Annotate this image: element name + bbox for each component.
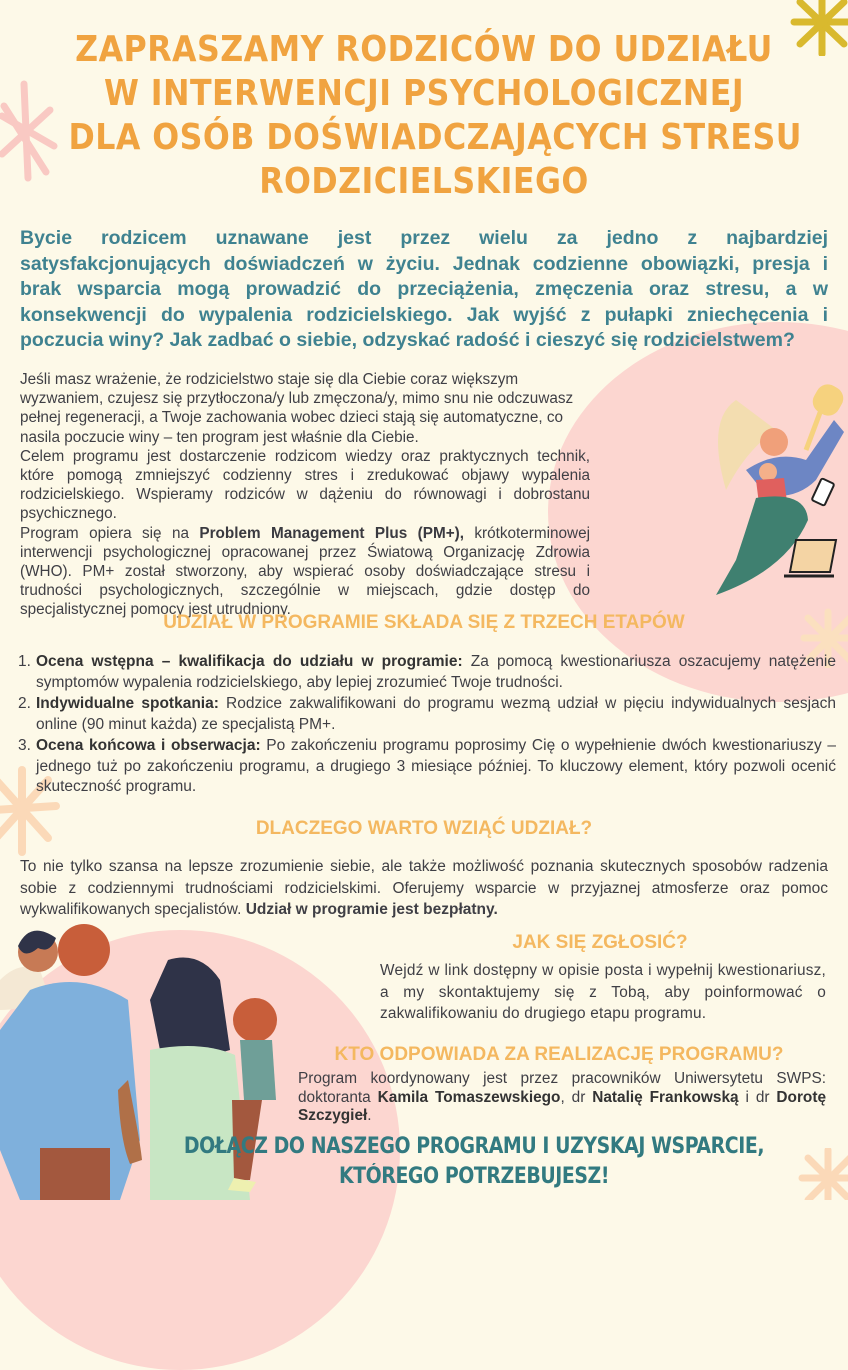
pm-plus-name: Problem Management Plus (PM+), (199, 524, 464, 542)
intro-paragraph-2: Celem programu jest dostarczenie rodzicom wiedzy oraz praktycznych technik, które pomogą zmniejszyć codzienny stres i zredukować objawy wypalenia rodzicielskiego. Wspieramy rodziców w dążeniu do równowagi i dobrostanu psychicznego. (20, 447, 590, 523)
who-text (298, 1070, 826, 1126)
asterisk-icon-yellow (786, 0, 848, 56)
how-heading: JAK SIĘ ZGŁOSIĆ? (512, 932, 688, 953)
who-text-part: i dr (738, 1088, 777, 1106)
stage-number: 2. (18, 695, 31, 712)
lead-line: satysfakcjonujących doświadczeń w życiu. Jednak codzienne obowiązki, presja i (20, 252, 828, 275)
stage-item (18, 694, 836, 735)
who-text-part: . (367, 1107, 372, 1124)
intro-paragraph-1: Jeśli masz wrażenie, że rodzicielstwo staje się dla Ciebie coraz większym wyzwaniem, czujesz się przytłoczona/y lub zmęczona/y, mimo snu nie odczuwasz pełnej regeneracji, a Twoje zachowania wobec dzieci stają się automatyczne, co nasila poczucie winy – ten program jest właśnie dla Ciebie. (20, 371, 574, 446)
stage-description: Po zakończeniu programu poprosimy Cię o wypełnienie dwóch kwestionariuszy – jednego tuż po zakończeniu programu, a drugiego 3 miesiące później. To kluczowy element, który pozwoli ocenić skuteczność programu. (36, 737, 836, 795)
page-title (68, 28, 802, 204)
flying-mother-illustration (696, 380, 848, 600)
person-name: Kamila Tomaszewskiego (377, 1088, 561, 1106)
title-line: RODZICIELSKIEGO (259, 161, 589, 202)
stage-item (18, 736, 836, 798)
stage-number: 1. (18, 653, 31, 670)
intro-paragraph-3 (20, 524, 590, 620)
title-line: W INTERWENCJI PSYCHOLOGICZNEJ (103, 73, 745, 114)
lead-paragraph (20, 226, 828, 354)
cta-line: KTÓREGO POTRZEBUJESZ! (338, 1164, 610, 1189)
intro-p3-text: Program opiera się na (20, 524, 200, 542)
intro-p3-text-after: krótkoterminowej interwencji psychologicznej opracowanej przez Światową Organizację Zdrowia (WHO). PM+ został stworzony, aby wspierać osoby doświadczające stresu i trudności psychologicznych, szczególnie w miejscach, gdzie dostęp do specjalistycznej pomocy jest utrudniony. (20, 524, 590, 619)
why-heading: DLACZEGO WARTO WZIĄĆ UDZIAŁ? (255, 818, 593, 839)
stage-description: Za pomocą kwestionariusza oszacujemy natężenie symptomów wypalenia rodzicielskiego, aby lepiej zrozumieć Twoje trudności. (36, 653, 836, 691)
stage-item (18, 652, 836, 693)
lead-line: poczucia winy? Jak zadbać o siebie, odzyskać radość i cieszyć się rodzicielstwem? (20, 329, 795, 351)
why-text (20, 856, 828, 921)
title-line: DLA OSÓB DOŚWIADCZAJĄCYCH STRESU (68, 117, 802, 158)
stage-title: Ocena wstępna – kwalifikacja do udziału w programie: (36, 653, 463, 670)
stage-title: Indywidualne spotkania: (36, 695, 219, 712)
person-name: Dorotę Szczygieł (298, 1088, 827, 1124)
free-participation-note: Udział w programie jest bezpłatny. (245, 901, 498, 918)
title-line: ZAPRASZAMY RODZICÓW DO UDZIAŁU (75, 29, 773, 70)
who-text-part: , dr (560, 1088, 593, 1106)
lead-line: brak wsparcia mogą prowadzić do przeciążenia, zmęczenia oraz stresu, a w (20, 278, 828, 300)
who-text-part: Program koordynowany jest przez pracowników Uniwersytetu SWPS: doktoranta (298, 1070, 826, 1106)
asterisk-icon-pink (0, 76, 62, 186)
stages-list (18, 652, 836, 799)
lead-line: Bycie rodzicem uznawane jest przez wielu za jedno z najbardziej (20, 227, 828, 249)
lead-line: konsekwencji do wypalenia rodzicielskiego. Jak wyjść z pułapki zniechęcenia i (20, 303, 828, 326)
call-to-action (100, 1132, 848, 1192)
stage-number: 3. (18, 737, 31, 754)
person-name: Natalię Frankowską (592, 1088, 739, 1106)
stages-heading: UDZIAŁ W PROGRAMIE SKŁADA SIĘ Z TRZECH ETAPÓW (163, 612, 685, 633)
cta-line: DOŁĄCZ DO NASZEGO PROGRAMU I UZYSKAJ WSPARCIE, (183, 1134, 765, 1159)
intro-text (20, 370, 590, 620)
stage-title: Ocena końcowa i obserwacja: (36, 737, 261, 754)
why-body: To nie tylko szansa na lepsze zrozumienie siebie, ale także możliwość poznania skutecznych sposobów radzenia sobie z codziennymi trudnościami rodzicielskimi. Oferujemy wsparcie w przyjaznej atmosferze oraz pomoc wykwalifikowanych specjalistów. (20, 858, 828, 918)
stage-description: Rodzice zakwalifikowani do programu wezmą udział w pięciu indywidualnych sesjach online (90 minut każda) ze specjalistą PM+. (36, 695, 836, 733)
who-heading: KTO ODPOWIADA ZA REALIZACJĘ PROGRAMU? (334, 1044, 784, 1065)
how-text: Wejdź w link dostępny w opisie posta i wypełnij kwestionariusz, a my skontaktujemy się z Tobą, aby poinformować o zakwalifikowaniu do drugiego etapu programu. (380, 962, 826, 1022)
